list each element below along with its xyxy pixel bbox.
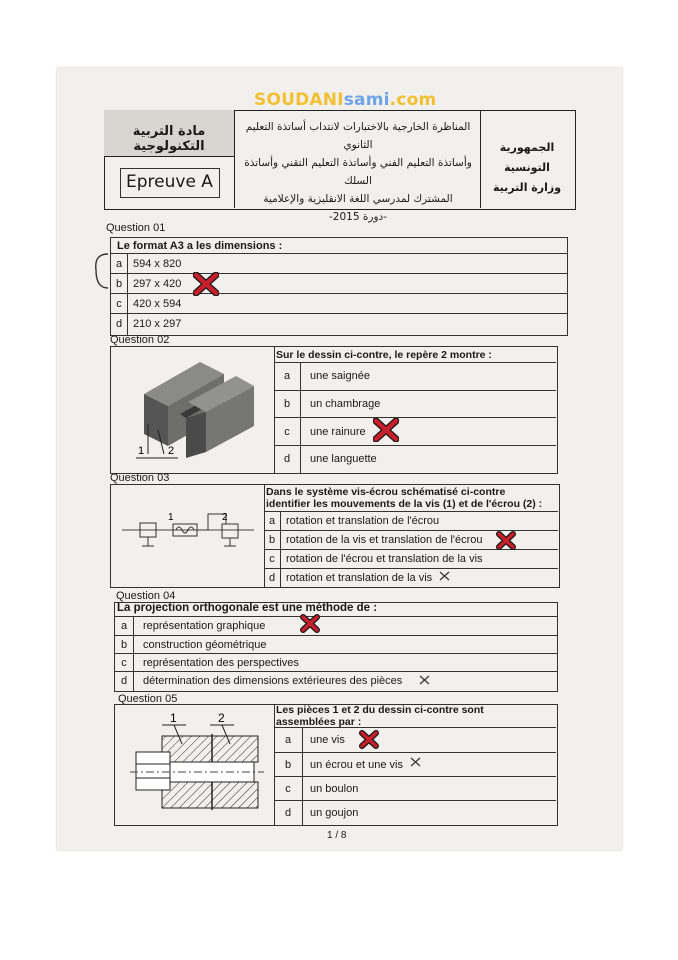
handwritten-bracket	[88, 248, 112, 294]
ministry-block: الجمهورية التونسية وزارة التربية	[492, 141, 562, 194]
q1-label: Question 01	[106, 222, 166, 234]
q2-title: Sur le dessin ci-contre, le repère 2 montre :	[276, 349, 492, 361]
q5-option-d[interactable]: d un goujon	[274, 800, 556, 825]
q4-title: La projection orthogonale est une méthode de :	[117, 602, 378, 614]
q5-options	[274, 727, 556, 825]
q3-option-a[interactable]: a rotation et translation de l'écrou	[264, 512, 558, 530]
q3-pencil-mark-icon	[438, 570, 451, 582]
q3-title: Dans le système vis-écrou schématisé ci-contre identifier les mouvements de la vis (1) et de l'écrou (2) :	[266, 486, 543, 510]
q2-option-c[interactable]: c une rainure	[274, 417, 556, 446]
q2-option-d[interactable]: d une languette	[274, 445, 556, 473]
q3-answer-mark-icon	[496, 531, 516, 550]
q3-figure-label-1: 1	[168, 512, 174, 523]
q4-option-d[interactable]: d détermination des dimensions extérieures des pièces	[115, 671, 557, 691]
q5-assembly-drawing	[126, 708, 266, 820]
q4-option-b[interactable]: b construction géométrique	[115, 635, 557, 654]
q2-figure-label-2: 2	[168, 445, 175, 457]
q5-option-c[interactable]: c un boulon	[274, 776, 556, 801]
q1-option-a[interactable]: a 594 x 820	[111, 253, 567, 274]
q4-option-a[interactable]: a représentation graphique	[115, 616, 557, 636]
q5-label: Question 05	[118, 693, 178, 705]
q1-table	[110, 237, 568, 336]
q3-label: Question 03	[110, 472, 170, 484]
q5-pencil-mark-icon	[409, 756, 422, 768]
q1-answer-mark-icon	[193, 272, 219, 296]
q2-figure-label-1: 1	[138, 445, 145, 457]
q2-option-a[interactable]: a une saignée	[274, 363, 556, 390]
page-number: 1 / 8	[327, 830, 347, 841]
q2-answer-mark-icon	[373, 418, 399, 442]
q4-answer-mark-icon	[300, 614, 320, 633]
epreuve-label: Epreuve A	[126, 172, 213, 192]
q5-option-b[interactable]: b un écrou et une vis	[274, 752, 556, 777]
q5-option-a[interactable]: a une vis	[274, 728, 556, 752]
q5-title: Les pièces 1 et 2 du dessin ci-contre sont assemblées par :	[276, 704, 484, 728]
q4-pencil-mark-icon	[418, 674, 431, 686]
q2-block-figure	[128, 354, 264, 466]
watermark: SOUDANIsami.com	[254, 90, 437, 110]
q3-option-d[interactable]: d rotation et translation de la vis	[264, 568, 558, 587]
q5-answer-mark-icon	[359, 730, 379, 749]
q2-option-b[interactable]: b un chambrage	[274, 390, 556, 418]
q2-options	[274, 362, 556, 473]
q3-option-b[interactable]: b rotation de la vis et translation de l'écrou	[264, 530, 558, 550]
q4-label: Question 04	[116, 590, 176, 602]
q3-screw-nut-schematic	[118, 508, 258, 554]
q1-title: Le format A3 a les dimensions :	[117, 240, 283, 252]
q3-figure-label-2: 2	[222, 512, 228, 523]
subject-title: مادة التربية التكنولوجية	[132, 124, 206, 154]
q4-table	[114, 602, 558, 692]
q1-option-c[interactable]: c 420 x 594	[111, 293, 567, 314]
q4-option-c[interactable]: c représentation des perspectives	[115, 653, 557, 672]
q1-option-b[interactable]: b 297 x 420	[111, 273, 567, 294]
q1-option-d[interactable]: d 210 x 297	[111, 313, 567, 335]
q5-figure-label-2: 2	[218, 711, 225, 725]
q5-figure-label-1: 1	[170, 711, 177, 725]
competition-title: المناظرة الخارجية بالاختبارات لانتداب أساتذة التعليم الثانوي وأساتذة التعليم الفني وأساتذة التعليم التقني وأساتذة السلك المشترك لمدرسي اللغة الانقليزية والإعلامية -دورة 2015-	[244, 121, 472, 223]
q2-label: Question 02	[110, 334, 170, 346]
q3-option-c[interactable]: c rotation de l'écrou et translation de la vis	[264, 549, 558, 569]
